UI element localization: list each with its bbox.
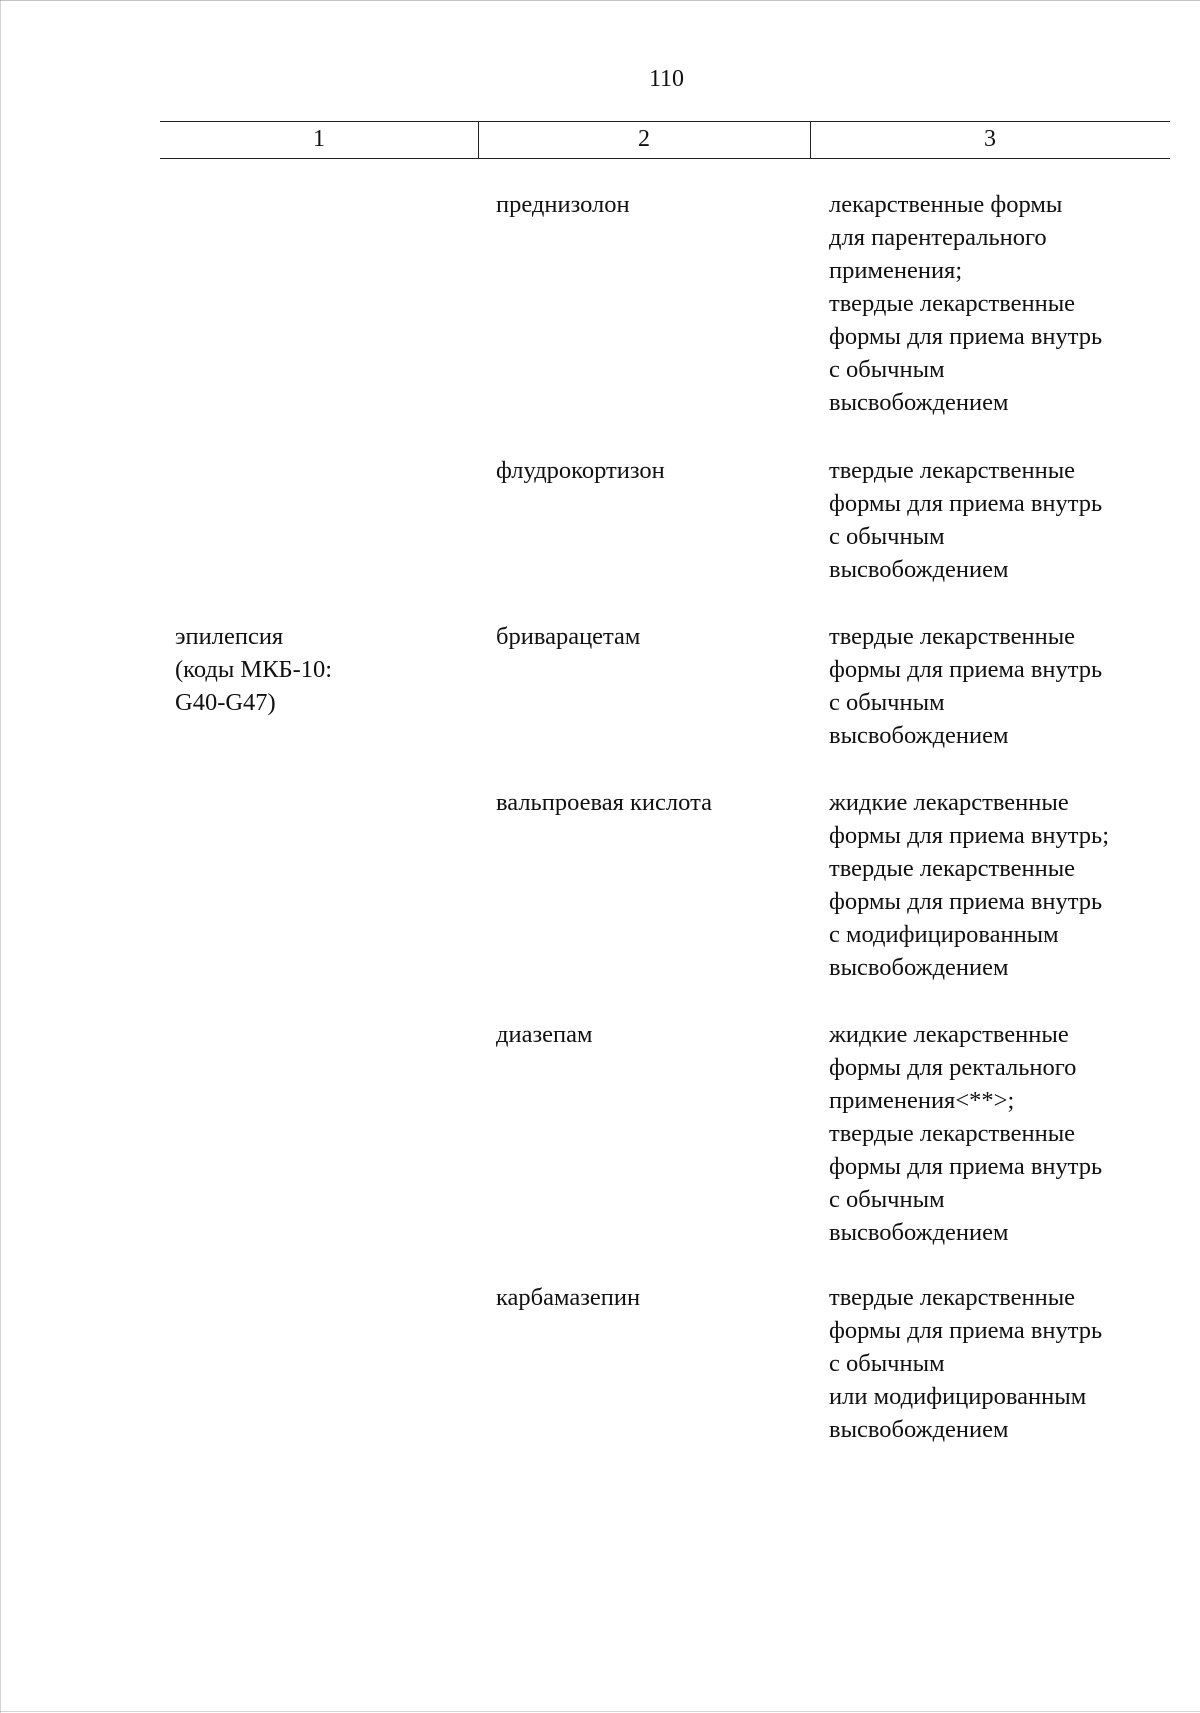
dosage-form-line: формы для приема внутрь <box>829 1317 1103 1344</box>
drug-name: карбамазепин <box>496 1284 641 1311</box>
dosage-form-line: лекарственные формы <box>829 191 1063 218</box>
column-header-1: 1 <box>313 126 325 152</box>
scan-edge-bottom <box>0 1711 1200 1712</box>
dosage-form-line: с обычным <box>829 1186 945 1213</box>
dosage-form-line: твердые лекарственные <box>829 1120 1076 1147</box>
dosage-form-line: высвобождением <box>829 389 1009 416</box>
dosage-form-line: или модифицированным <box>829 1383 1087 1410</box>
dosage-forms <box>829 188 1102 419</box>
disease-codes: (коды МКБ-10: <box>175 656 333 683</box>
table-top-rule <box>160 121 1170 122</box>
dosage-form-line: формы для приема внутрь <box>829 656 1103 683</box>
drug-name: диазепам <box>496 1021 593 1048</box>
dosage-form-line: твердые лекарственные <box>829 855 1076 882</box>
dosage-form-line: с обычным <box>829 1350 945 1377</box>
dosage-form-line: твердые лекарственные <box>829 623 1076 650</box>
dosage-form-line: высвобождением <box>829 1219 1009 1246</box>
drug-name: бриварацетам <box>496 623 641 650</box>
dosage-forms <box>829 1281 1102 1446</box>
dosage-form-line: высвобождением <box>829 722 1009 749</box>
disease-code-range: G40-G47) <box>175 689 276 716</box>
scan-edge-top <box>0 0 1200 1</box>
dosage-form-line: твердые лекарственные <box>829 290 1076 317</box>
dosage-form-line: твердые лекарственные <box>829 1284 1076 1311</box>
dosage-forms <box>829 454 1102 586</box>
dosage-form-line: твердые лекарственные <box>829 457 1076 484</box>
dosage-form-line: формы для приема внутрь; <box>829 822 1110 849</box>
dosage-form-line: жидкие лекарственные <box>829 789 1069 816</box>
dosage-forms <box>829 1018 1102 1249</box>
column-header-2: 2 <box>638 126 650 152</box>
dosage-form-line: формы для приема внутрь <box>829 1153 1103 1180</box>
dosage-forms <box>829 620 1102 752</box>
dosage-form-line: высвобождением <box>829 954 1009 981</box>
disease-cell <box>175 620 332 719</box>
dosage-form-line: высвобождением <box>829 1416 1009 1443</box>
dosage-form-line: применения; <box>829 257 963 284</box>
dosage-form-line: формы для приема внутрь <box>829 490 1103 517</box>
dosage-form-line: формы для ректального <box>829 1054 1077 1081</box>
dosage-form-line: применения<**>; <box>829 1087 1015 1114</box>
dosage-form-line: с обычным <box>829 523 945 550</box>
drug-name: преднизолон <box>496 191 630 218</box>
dosage-form-line: формы для приема внутрь <box>829 323 1103 350</box>
scan-edge-left <box>0 0 1 1713</box>
dosage-form-line: для парентерального <box>829 224 1047 251</box>
dosage-form-line: жидкие лекарственные <box>829 1021 1069 1048</box>
table-header-bottom-rule <box>160 158 1170 159</box>
drug-name: флудрокортизон <box>496 457 665 484</box>
column-header-3: 3 <box>984 126 996 152</box>
drug-name: вальпроевая кислота <box>496 789 712 816</box>
dosage-form-line: с модифицированным <box>829 921 1059 948</box>
dosage-form-line: с обычным <box>829 689 945 716</box>
disease-name: эпилепсия <box>175 623 284 650</box>
dosage-form-line: высвобождением <box>829 556 1009 583</box>
dosage-form-line: с обычным <box>829 356 945 383</box>
dosage-forms <box>829 786 1109 984</box>
dosage-form-line: формы для приема внутрь <box>829 888 1103 915</box>
page-number: 110 <box>648 66 685 92</box>
